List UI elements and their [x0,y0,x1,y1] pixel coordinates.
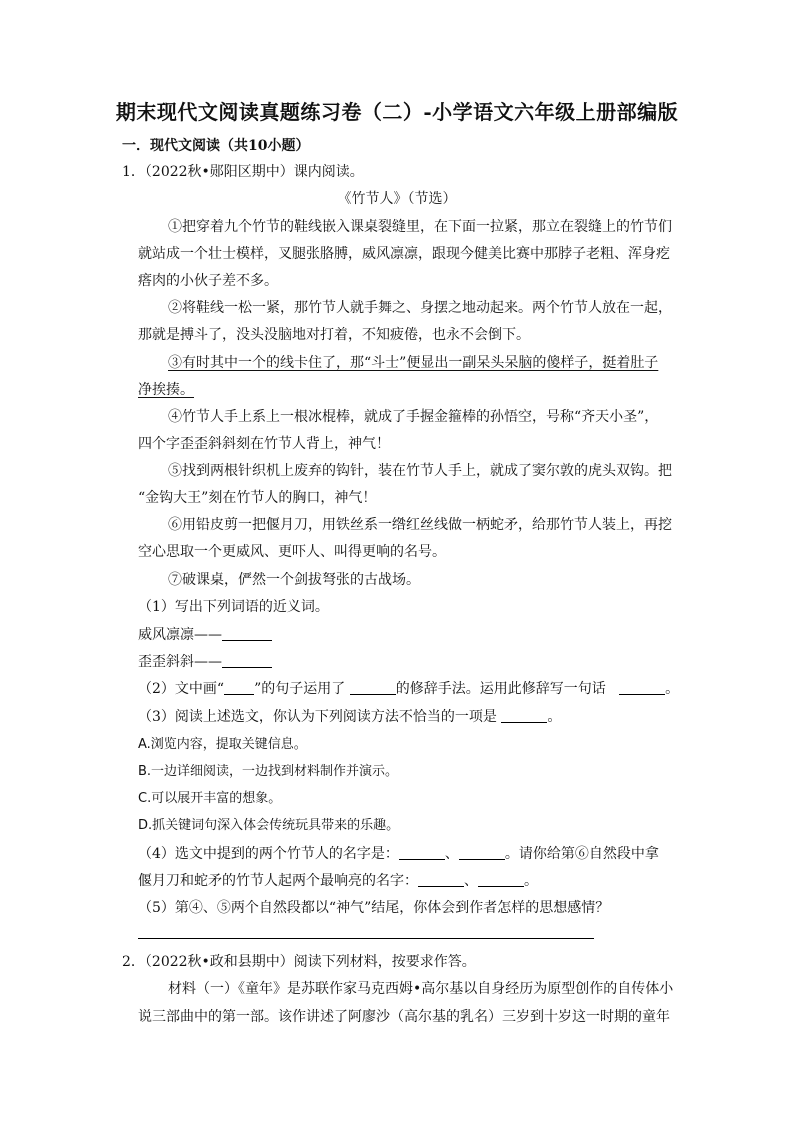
sub-question-4-line-2 [138,872,538,890]
synonym-line-1 [138,626,272,644]
answer-blank-underline-mark[interactable] [224,680,254,695]
paragraph-5-line-2: “金钩大王”刻在竹节人的胸口，神气！ [138,490,377,506]
answer-blank-new-name-1[interactable] [418,872,464,887]
question-2-material-line-1: 材料（一）《童年》是苏联作家马克西姆•高尔基以自身经历为原型创作的自传体小 [168,981,674,997]
sub-question-2 [138,680,679,698]
paragraph-5-line-1: ⑤找到两根针织机上废弃的钩针，装在竹节人手上，就成了窦尔敦的虎头双钩。把 [168,463,672,479]
paragraph-7: ⑦破课桌，俨然一个剑拔弩张的古战场。 [168,572,420,588]
option-b: B.一边详细阅读，一边找到材料制作并演示。 [138,764,399,779]
sub-question-3-end: 。 [547,709,562,725]
answer-blank-rhetoric[interactable] [350,680,396,695]
paragraph-3-line-1: ③有时其中一个的线卡住了，那“斗士”便显出一副呆头呆脑的傻样子，挺着肚子 [168,355,659,371]
question-1-heading: 1．（2022秋•郧阳区期中）课内阅读。 [122,164,364,180]
separator-1: 、 [444,846,459,862]
paragraph-1-line-1: ①把穿着九个竹节的鞋线嵌入课桌裂缝里，在下面一拉紧，那立在裂缝上的竹节们 [168,219,672,235]
sub-question-2-part-d: 。 [665,681,680,697]
sub-question-2-part-b: ”的句子运用了 [254,681,346,697]
sub-question-4-text-c: 偃月刀和蛇矛的竹节人起两个最响亮的名字： [138,873,418,889]
separator-2: 、 [464,873,478,889]
synonym-word-2: 歪歪斜斜—— [138,654,222,670]
sub-question-3-text: （3）阅读上述选文，你认为下列阅读方法不恰当的一项是 [138,709,497,725]
option-c: C.可以展开丰富的想象。 [138,791,282,806]
answer-blank-name-2[interactable] [459,845,505,860]
sub-question-4-line-1 [138,845,659,863]
paragraph-3-line-2: 净挨揍。 [138,382,194,398]
sub-question-2-part-c: 的修辞手法。运用此修辞写一句话 [395,681,606,697]
question-2-heading: 2．（2022秋•政和县期中）阅读下列材料，按要求作答。 [122,954,476,970]
sub-question-4-end: 。 [524,873,538,889]
sub-question-3 [138,708,561,726]
answer-blank-synonym-1[interactable] [222,626,272,641]
passage-title: 《竹节人》（节选） [337,191,457,207]
answer-blank-name-1[interactable] [399,845,445,860]
paragraph-1-line-2: 就站成一个壮士模样，叉腿张胳膊，威风凛凛，跟现今健美比赛中那脖子老粗、浑身疙 [138,246,670,262]
paragraph-2-line-2: 那就是搏斗了，没头没脑地对打着，不知疲倦，也永不会倒下。 [138,327,530,343]
paragraph-4-line-2: 四个字歪歪斜斜刻在竹节人背上，神气！ [138,436,390,452]
answer-blank-sentence[interactable] [619,680,665,695]
sub-question-4-text: （4）选文中提到的两个竹节人的名字是： [138,846,399,862]
question-2-material-line-2: 说三部曲中的第一部。该作讲述了阿廖沙（高尔基的乳名）三岁到十岁这一时期的童年 [138,1009,670,1025]
option-a: A.浏览内容，提取关键信息。 [138,737,307,752]
sub-question-4-text-b: 。请你给第⑥自然段中拿 [504,846,659,862]
answer-blank-option[interactable] [501,708,547,723]
paragraph-6-line-2: 空心思取一个更威风、更吓人、叫得更响的名号。 [138,544,446,560]
paragraph-6-line-1: ⑥用铅皮剪一把偃月刀，用铁丝系一绺红丝线做一柄蛇矛，给那竹节人装上，再挖 [168,517,672,533]
synonym-word-1: 威风凛凛—— [138,627,222,643]
paragraph-1-line-3: 瘩肉的小伙子差不多。 [138,273,278,289]
sub-question-1: （1）写出下列词语的近义词。 [138,599,329,615]
section-heading: 一．现代文阅读（共10小题） [122,138,310,154]
synonym-line-2 [138,653,272,671]
paragraph-2-line-1: ②将鞋线一松一紧，那竹节人就手舞之、身摆之地动起来。两个竹节人放在一起， [168,300,672,316]
answer-blank-synonym-2[interactable] [222,653,272,668]
page-title: 期末现代文阅读真题练习卷（二）-小学语文六年级上册部编版 [115,100,679,124]
paragraph-4-line-1: ④竹节人手上系上一根冰棍棒，就成了手握金箍棒的孙悟空，号称“齐天小圣”， [168,409,659,425]
answer-line-sub-question-5[interactable] [138,938,594,939]
sub-question-2-part-a: （2）文中画“ [138,681,225,697]
option-d: D.抓关键词句深入体会传统玩具带来的乐趣。 [138,818,400,833]
answer-blank-new-name-2[interactable] [478,872,524,887]
sub-question-5: （5）第④、⑤两个自然段都以“神气”结尾，你体会到作者怎样的思想感情？ [138,900,610,916]
